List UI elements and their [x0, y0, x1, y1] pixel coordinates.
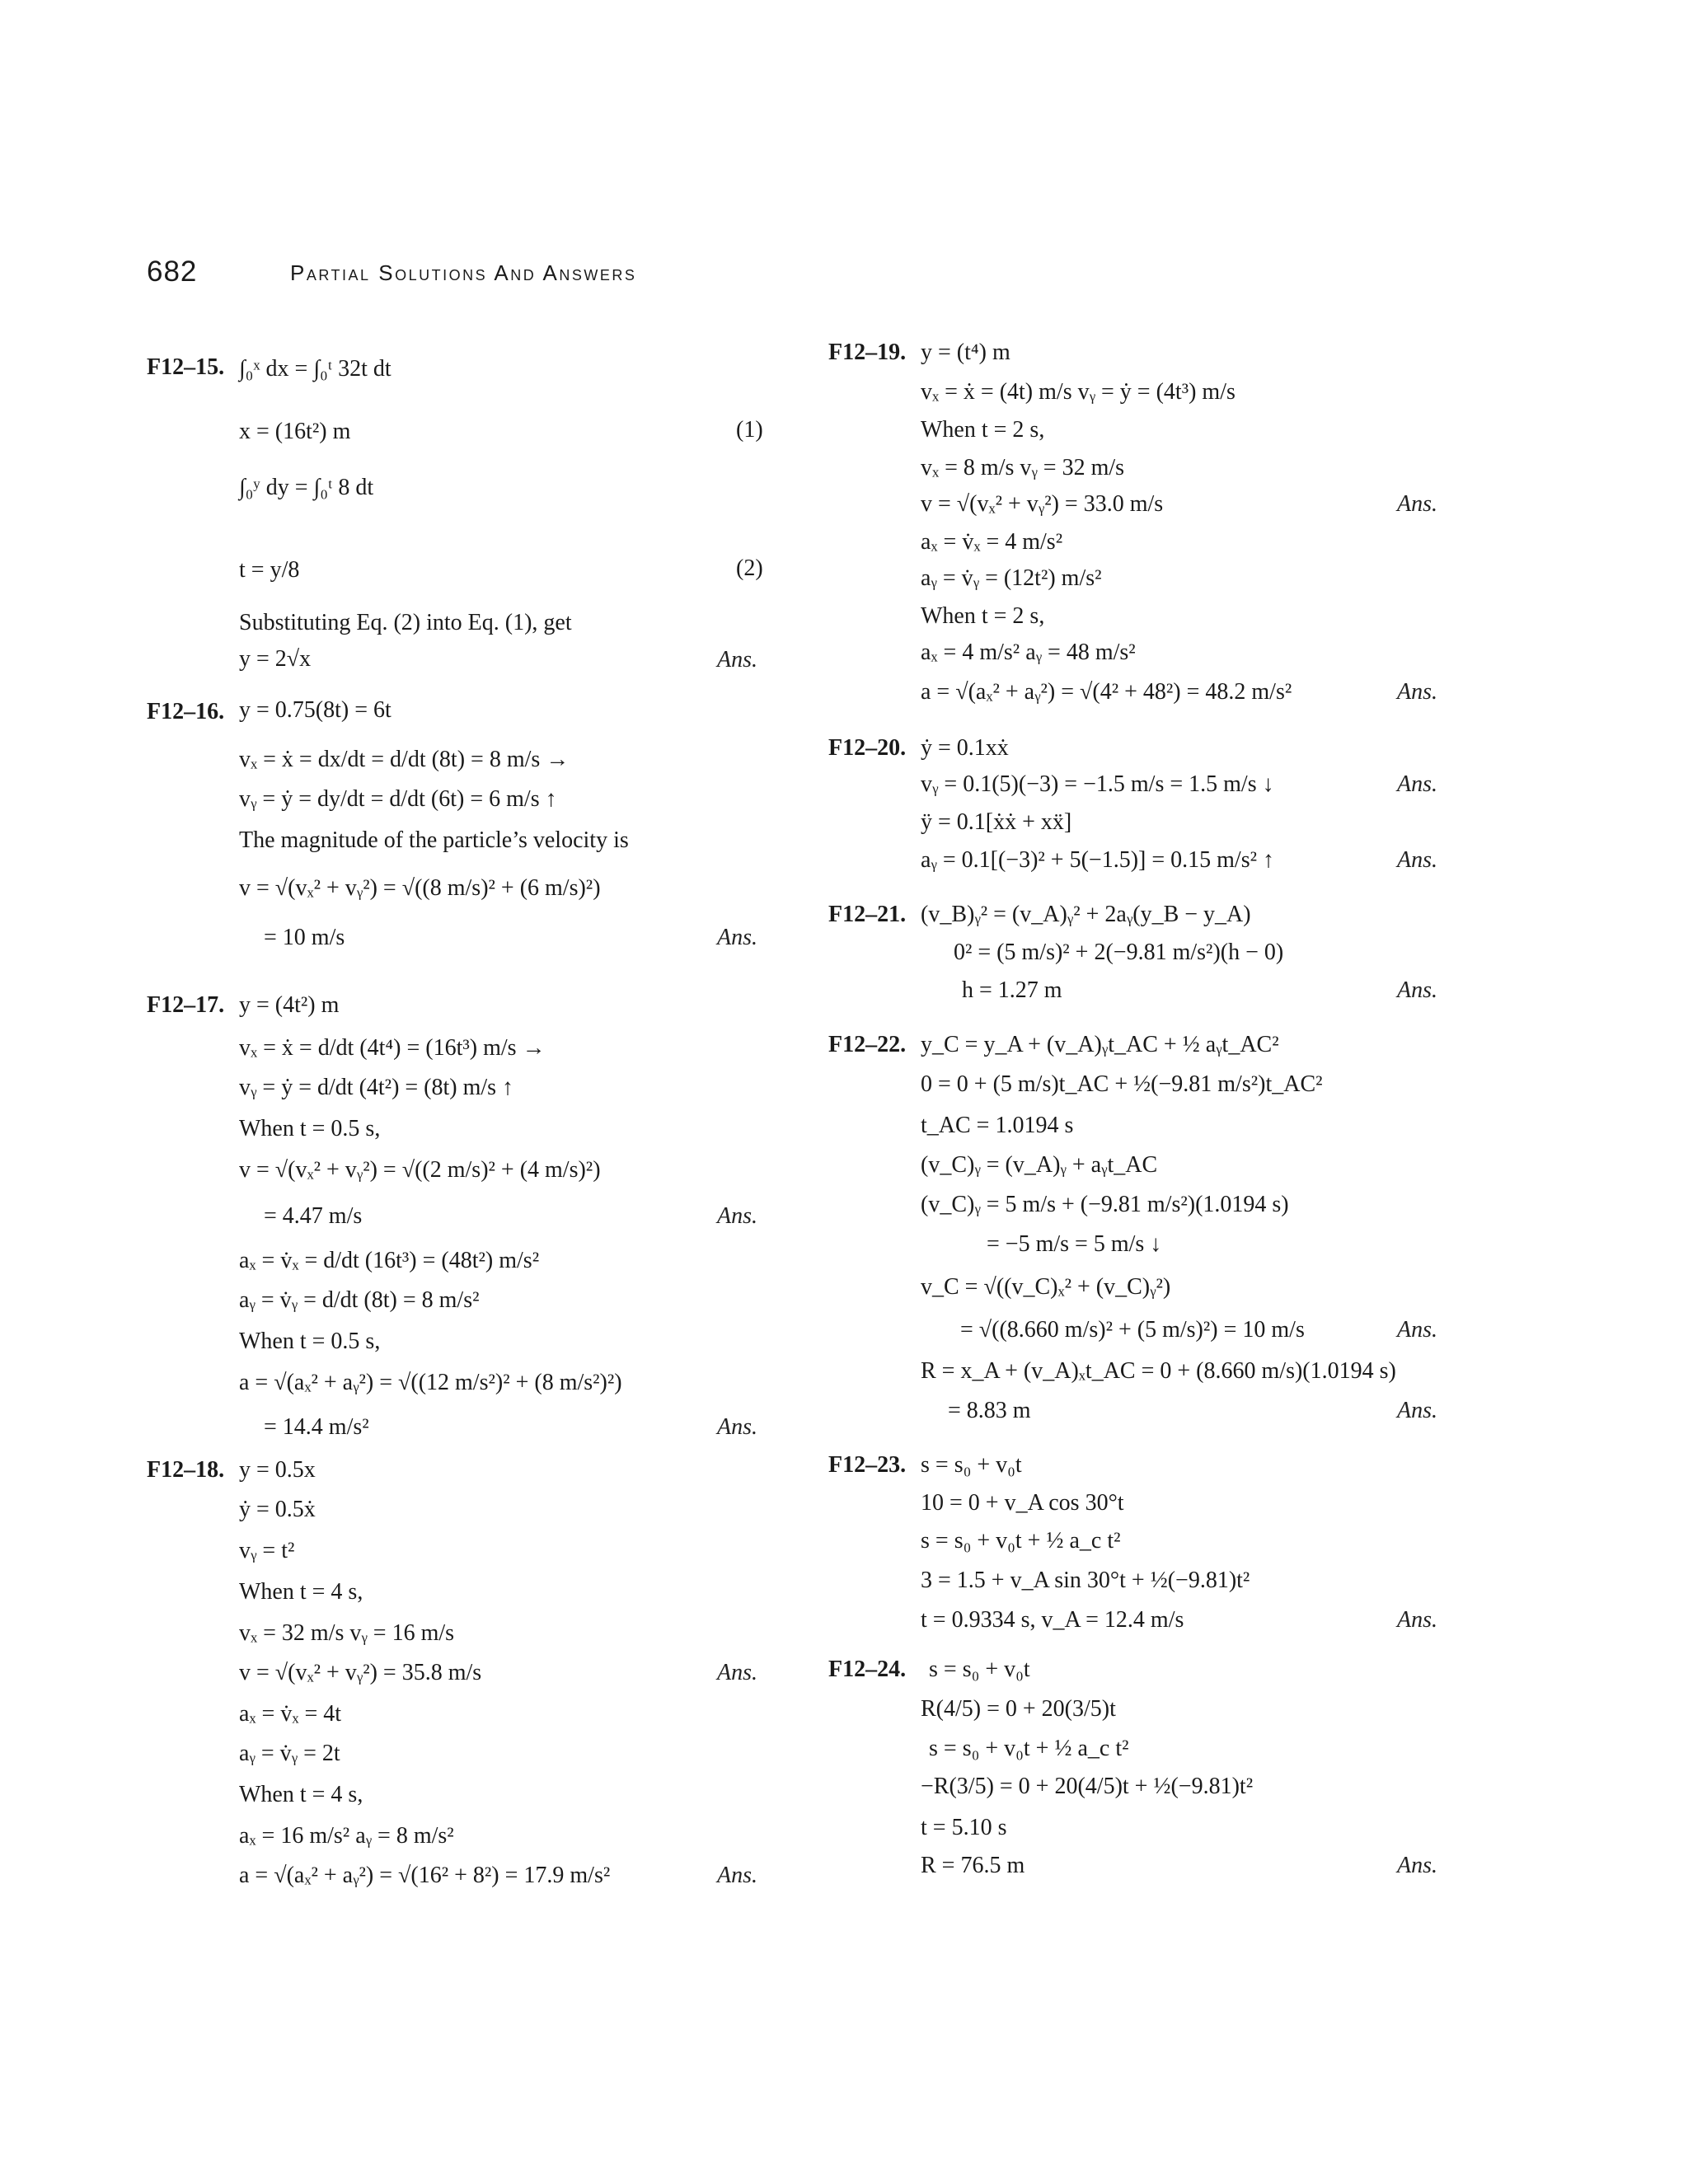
- equation-line: y = 0.5x: [239, 1457, 316, 1483]
- equation-line: h = 1.27 m: [962, 977, 1062, 1003]
- equation-line: aᵧ = v̇ᵧ = (12t²) m/s²: [921, 565, 1102, 591]
- equation-line: a = √(aₓ² + aᵧ²) = √(16² + 8²) = 17.9 m/s²: [239, 1863, 611, 1888]
- equation-number: (1): [736, 417, 763, 443]
- equation-line: R = x_A + (v_A)ₓt_AC = 0 + (8.660 m/s)(1.0194 s): [921, 1358, 1396, 1384]
- page-number: 682: [147, 255, 198, 288]
- text-line: When t = 2 s,: [921, 603, 1045, 629]
- answer-marker: Ans.: [1397, 1607, 1437, 1633]
- equation-line: (v_C)ᵧ = (v_A)ᵧ + aᵧt_AC: [921, 1152, 1158, 1178]
- equation-line: ẏ = 0.5ẋ: [239, 1497, 316, 1522]
- equation-line: vₓ = 32 m/s vᵧ = 16 m/s: [239, 1620, 455, 1646]
- answer-marker: Ans.: [717, 1660, 757, 1685]
- equation-line: 3 = 1.5 + v_A sin 30°t + ½(−9.81)t²: [921, 1568, 1250, 1593]
- problem-label: F12–15.: [147, 354, 225, 380]
- equation-line: aᵧ = v̇ᵧ = d/dt (8t) = 8 m/s²: [239, 1287, 480, 1313]
- problem-label: F12–20.: [828, 735, 907, 761]
- equation-line: s = s₀ + v₀t + ½ a_c t²: [921, 1528, 1121, 1554]
- equation-line: (v_B)ᵧ² = (v_A)ᵧ² + 2aᵧ(y_B − y_A): [921, 902, 1251, 927]
- answer-marker: Ans.: [717, 1414, 757, 1440]
- equation-line: = 8.83 m: [948, 1398, 1031, 1423]
- equation-line: t = y/8: [239, 557, 300, 583]
- equation-line: ∫₀ʸ dy = ∫₀ᵗ 8 dt: [239, 475, 374, 500]
- equation-line: v = √(vₓ² + vᵧ²) = √((8 m/s)² + (6 m/s)²): [239, 875, 601, 901]
- answer-marker: Ans.: [717, 925, 757, 950]
- problem-label: F12–21.: [828, 902, 907, 927]
- equation-number: (2): [736, 555, 763, 581]
- equation-line: aᵧ = v̇ᵧ = 2t: [239, 1741, 340, 1766]
- equation-line: v_C = √((v_C)ₓ² + (v_C)ᵧ²): [921, 1274, 1171, 1300]
- equation-line: y = (t⁴) m: [921, 340, 1010, 365]
- text-line: Substituting Eq. (2) into Eq. (1), get: [239, 610, 572, 635]
- equation-line: aₓ = v̇ₓ = 4t: [239, 1701, 342, 1727]
- equation-line: y = 2√x: [239, 646, 312, 672]
- equation-line: ÿ = 0.1[ẋẋ + xẍ]: [921, 809, 1072, 835]
- problem-label: F12–19.: [828, 340, 907, 365]
- running-title: Partial Solutions And Answers: [290, 260, 637, 285]
- equation-line: vₓ = 8 m/s vᵧ = 32 m/s: [921, 455, 1125, 480]
- problem-label: F12–22.: [828, 1032, 907, 1057]
- problem-label: F12–18.: [147, 1457, 225, 1483]
- equation-line: 0² = (5 m/s)² + 2(−9.81 m/s²)(h − 0): [954, 940, 1284, 965]
- equation-line: = −5 m/s = 5 m/s ↓: [987, 1231, 1162, 1257]
- equation-line: vᵧ = ẏ = dy/dt = d/dt (6t) = 6 m/s ↑: [239, 786, 557, 812]
- answer-marker: Ans.: [717, 647, 757, 673]
- text-line: When t = 2 s,: [921, 417, 1045, 443]
- equation-line: = √((8.660 m/s)² + (5 m/s)²) = 10 m/s: [960, 1317, 1305, 1343]
- equation-line: v = √(vₓ² + vᵧ²) = √((2 m/s)² + (4 m/s)²): [239, 1157, 601, 1183]
- equation-line: t = 5.10 s: [921, 1815, 1007, 1840]
- answer-marker: Ans.: [717, 1203, 757, 1229]
- equation-line: v = √(vₓ² + vᵧ²) = 33.0 m/s: [921, 491, 1164, 517]
- problem-label: F12–16.: [147, 699, 225, 724]
- equation-line: = 10 m/s: [264, 925, 345, 950]
- answer-marker: Ans.: [1397, 491, 1437, 517]
- equation-line: s = s₀ + v₀t: [921, 1452, 1022, 1478]
- equation-line: aₓ = v̇ₓ = d/dt (16t³) = (48t²) m/s²: [239, 1248, 540, 1273]
- equation-line: y = (4t²) m: [239, 992, 340, 1018]
- answer-marker: Ans.: [1397, 1317, 1437, 1343]
- equation-line: ∫₀ˣ dx = ∫₀ᵗ 32t dt: [239, 356, 392, 382]
- equation-line: t_AC = 1.0194 s: [921, 1113, 1074, 1138]
- answer-marker: Ans.: [1397, 847, 1437, 873]
- equation-line: a = √(aₓ² + aᵧ²) = √((12 m/s²)² + (8 m/s²)²): [239, 1370, 622, 1395]
- equation-line: vₓ = ẋ = dx/dt = d/dt (8t) = 8 m/s →: [239, 747, 570, 772]
- equation-line: v = √(vₓ² + vᵧ²) = 35.8 m/s: [239, 1660, 482, 1685]
- equation-line: aᵧ = 0.1[(−3)² + 5(−1.5)] = 0.15 m/s² ↑: [921, 847, 1274, 873]
- equation-line: 0 = 0 + (5 m/s)t_AC + ½(−9.81 m/s²)t_AC²: [921, 1071, 1323, 1097]
- answer-marker: Ans.: [1397, 1398, 1437, 1423]
- equation-line: y = 0.75(8t) = 6t: [239, 697, 392, 723]
- equation-line: x = (16t²) m: [239, 419, 351, 444]
- text-line: When t = 0.5 s,: [239, 1329, 381, 1354]
- equation-line: = 4.47 m/s: [264, 1203, 363, 1229]
- answer-marker: Ans.: [717, 1863, 757, 1888]
- text-line: The magnitude of the particle’s velocity is: [239, 827, 629, 853]
- equation-line: −R(3/5) = 0 + 20(4/5)t + ½(−9.81)t²: [921, 1774, 1254, 1799]
- problem-label: F12–23.: [828, 1452, 907, 1478]
- equation-line: ẏ = 0.1xẋ: [921, 735, 1009, 761]
- equation-line: vᵧ = ẏ = d/dt (4t²) = (8t) m/s ↑: [239, 1075, 514, 1100]
- equation-line: y_C = y_A + (v_A)ᵧt_AC + ½ aᵧt_AC²: [921, 1032, 1279, 1057]
- text-line: When t = 4 s,: [239, 1579, 363, 1605]
- answer-marker: Ans.: [1397, 1853, 1437, 1878]
- problem-label: F12–24.: [828, 1657, 907, 1682]
- equation-line: aₓ = 16 m/s² aᵧ = 8 m/s²: [239, 1823, 454, 1849]
- answer-marker: Ans.: [1397, 679, 1437, 705]
- equation-line: vᵧ = t²: [239, 1538, 295, 1563]
- text-line: When t = 0.5 s,: [239, 1116, 381, 1141]
- equation-line: aₓ = 4 m/s² aᵧ = 48 m/s²: [921, 640, 1136, 665]
- equation-line: aₓ = v̇ₓ = 4 m/s²: [921, 529, 1063, 555]
- equation-line: R(4/5) = 0 + 20(3/5)t: [921, 1696, 1116, 1722]
- equation-line: s = s₀ + v₀t + ½ a_c t²: [929, 1736, 1129, 1761]
- equation-line: R = 76.5 m: [921, 1853, 1025, 1878]
- equation-line: s = s₀ + v₀t: [929, 1657, 1030, 1682]
- answer-marker: Ans.: [1397, 977, 1437, 1003]
- equation-line: vₓ = ẋ = (4t) m/s vᵧ = ẏ = (4t³) m/s: [921, 379, 1236, 405]
- answer-marker: Ans.: [1397, 771, 1437, 797]
- problem-label: F12–17.: [147, 992, 225, 1018]
- equation-line: a = √(aₓ² + aᵧ²) = √(4² + 48²) = 48.2 m/s²: [921, 679, 1292, 705]
- equation-line: vₓ = ẋ = d/dt (4t⁴) = (16t³) m/s →: [239, 1035, 546, 1061]
- equation-line: (v_C)ᵧ = 5 m/s + (−9.81 m/s²)(1.0194 s): [921, 1192, 1289, 1217]
- equation-line: 10 = 0 + v_A cos 30°t: [921, 1490, 1124, 1516]
- equation-line: vᵧ = 0.1(5)(−3) = −1.5 m/s = 1.5 m/s ↓: [921, 771, 1274, 797]
- equation-line: t = 0.9334 s, v_A = 12.4 m/s: [921, 1607, 1184, 1633]
- equation-line: = 14.4 m/s²: [264, 1414, 369, 1440]
- text-line: When t = 4 s,: [239, 1782, 363, 1807]
